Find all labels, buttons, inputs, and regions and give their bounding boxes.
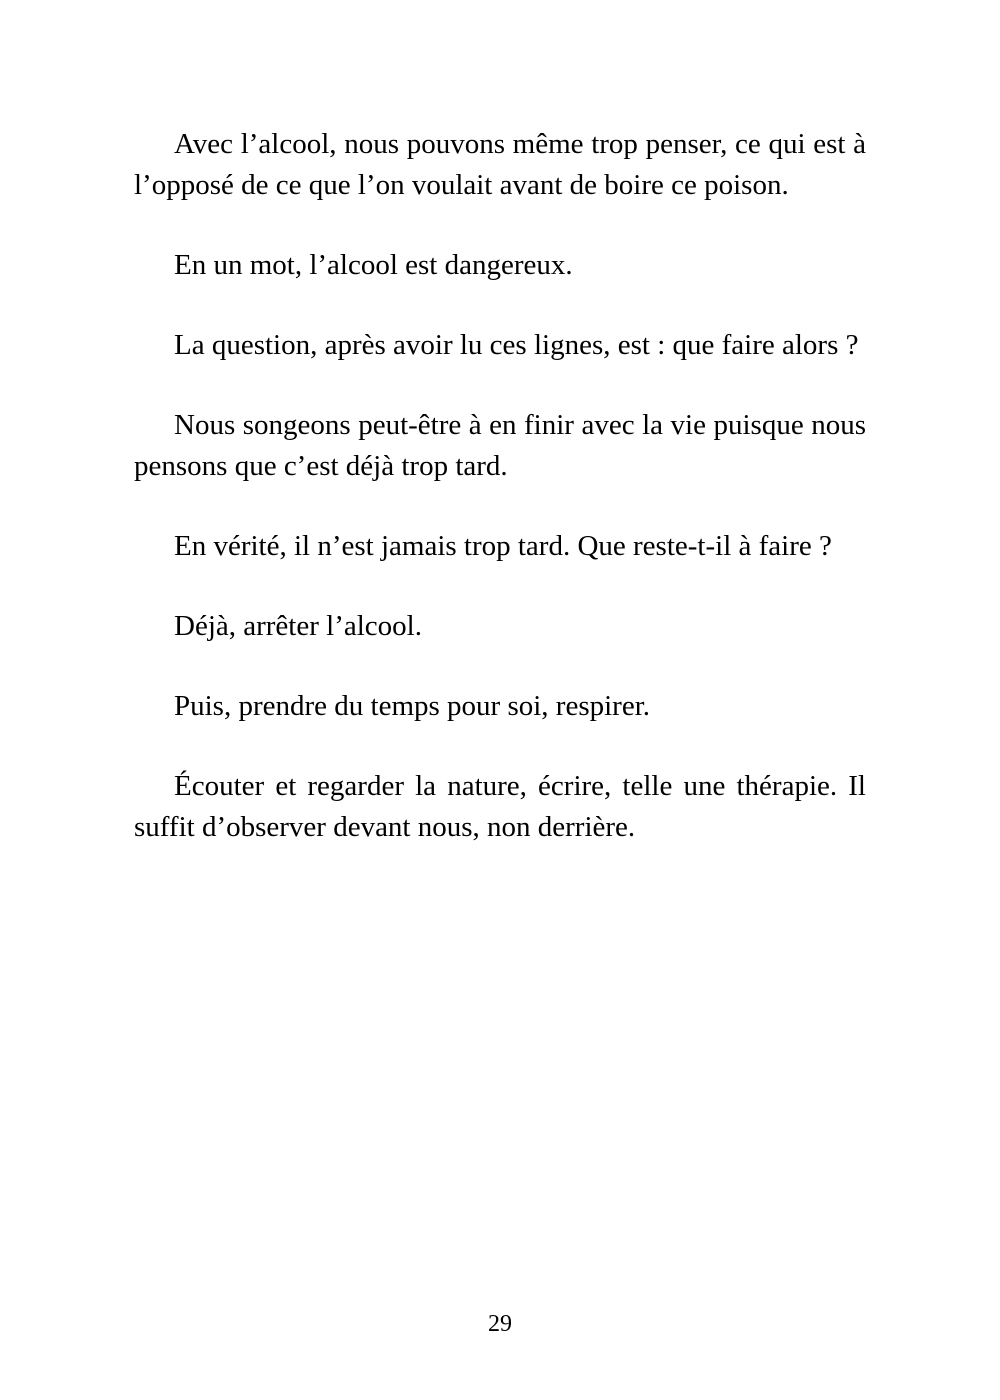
paragraph-5: En vérité, il n’est jamais trop tard. Que reste-t-il à faire ?	[174, 530, 832, 562]
page-number: 29	[488, 1311, 512, 1337]
paragraph-3: La question, après avoir lu ces lignes, est : que faire alors ?	[174, 329, 859, 361]
paragraph-8: Écouter et regarder la nature, écrire, telle une thérapie. Il suffit d’observer devant nous, non derrière.	[134, 770, 866, 843]
paragraph-4: Nous songeons peut-être à en finir avec la vie puisque nous pensons que c’est déjà trop tard.	[134, 409, 866, 482]
paragraph-6: Déjà, arrêter l’alcool.	[174, 610, 422, 642]
paragraph-1: Avec l’alcool, nous pouvons même trop penser, ce qui est à l’opposé de ce que l’on voulait avant de boire ce poison.	[134, 128, 866, 201]
body-text	[134, 124, 866, 887]
paragraph-7: Puis, prendre du temps pour soi, respirer.	[174, 690, 651, 722]
paragraph-2: En un mot, l’alcool est dangereux.	[174, 249, 573, 281]
